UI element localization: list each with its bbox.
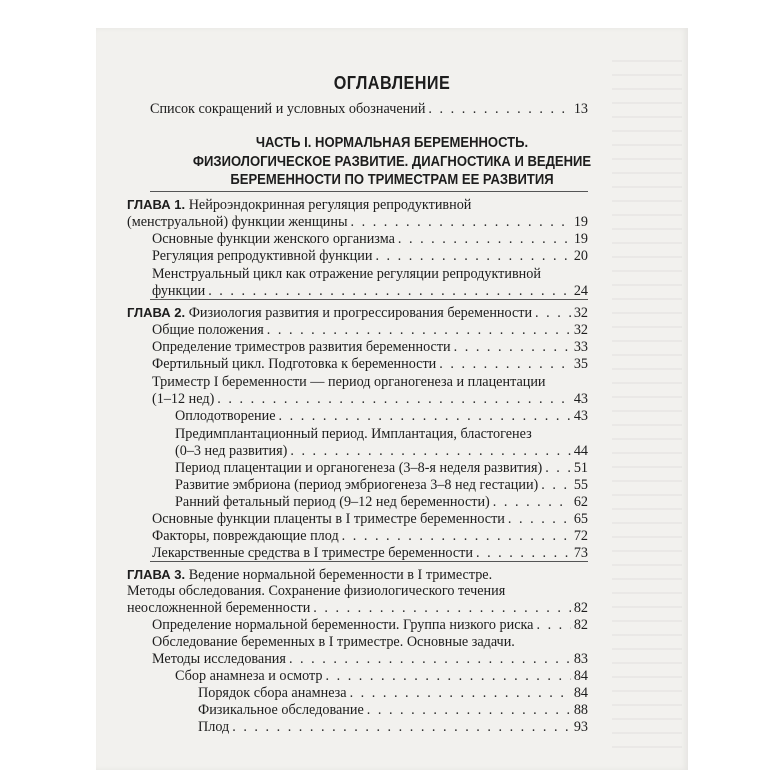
toc-entry: Факторы, повреждающие плод . . . 72: [152, 528, 588, 545]
toc-entry: Обследование беременных в I триместре. Основные задачи.: [152, 634, 515, 650]
page-number: 43: [573, 408, 588, 424]
dot-leader: [367, 702, 571, 719]
page-number: 35: [573, 356, 588, 372]
toc-entry: Лекарственные средства в I триместре беременности . . . 73: [152, 545, 588, 562]
toc-entry: Фертильный цикл. Подготовка к беременности . . . 35: [152, 356, 588, 373]
page-number: 44: [573, 443, 588, 459]
toc-entry: Определение нормальной беременности. Группа низкого риска . . . 82: [152, 617, 588, 634]
page-number: 33: [573, 339, 588, 355]
page-number: 20: [573, 248, 588, 264]
chapter1-heading: [127, 196, 471, 214]
dot-leader: [439, 356, 571, 373]
chapter1-title-cont: (менструальной) функции женщины . . . 19: [127, 214, 588, 231]
page-number: 43: [573, 391, 588, 407]
toc-entry: Период плацентации и органогенеза (3–8-я неделя развития) . . . 51: [175, 460, 588, 477]
toc-entry-line1: Предимплантационный период. Имплантация, бластогенез: [175, 426, 532, 442]
page-number: 19: [573, 214, 588, 230]
dot-leader: [290, 443, 570, 460]
chapter-divider: [150, 561, 588, 562]
dot-leader: [454, 339, 571, 356]
page-number: 84: [573, 668, 588, 684]
toc-entry: Порядок сбора анамнеза . . . 84: [198, 685, 588, 702]
toc-entry: Основные функции женского организма . . . 19: [152, 231, 588, 248]
page-number: 82: [573, 600, 588, 616]
page-number: 73: [573, 545, 588, 561]
dot-leader: [217, 391, 571, 408]
toc-entry: (0–3 нед развития) . . . 44: [175, 443, 588, 460]
chapter3-heading: [127, 566, 492, 584]
page-number: 19: [573, 231, 588, 247]
part-heading: ЧАСТЬ I. НОРМАЛЬНАЯ БЕРЕМЕННОСТЬ. ФИЗИОЛОГИЧЕСКОЕ РАЗВИТИЕ. ДИАГНОСТИКА И ВЕДЕНИЕ БЕРЕМЕННОСТИ ПО ТРИМЕСТРАМ ЕЕ РАЗВИТИЯ: [192, 135, 592, 188]
page-number: 24: [573, 283, 588, 299]
toc-entry: (1–12 нед) . . . 43: [152, 391, 588, 408]
chapter-title: Ведение нормальной беременности в I триместре.: [188, 567, 493, 583]
toc-entry-abbreviations: Список сокращений и условных обозначений . . . 13: [150, 101, 588, 118]
page-number: 13: [573, 101, 588, 117]
chapter-label: ГЛАВА 2.: [127, 305, 186, 320]
dot-leader: [508, 511, 571, 528]
toc-entry: Ранний фетальный период (9–12 нед беременности) . . . 62: [175, 494, 588, 511]
toc-entry-line1: Триместр I беременности — период органогенеза и плацентации: [152, 374, 546, 390]
page-number: 83: [573, 651, 588, 667]
toc-entry: Развитие эмбриона (период эмбриогенеза 3–8 нед гестации) . . . 55: [175, 477, 588, 494]
chapter-title: Физиология развития и прогрессирования беременности: [188, 305, 533, 321]
dot-leader: [342, 528, 571, 545]
chapter3-title-cont: неосложненной беременности . . . 82: [127, 600, 588, 617]
dot-leader: [279, 408, 571, 425]
toc-entry: Оплодотворение . . . 43: [175, 408, 588, 425]
page-number: 84: [573, 685, 588, 701]
toc-entry: функции . . . 24: [152, 283, 588, 300]
dot-leader: [476, 545, 571, 562]
dot-leader: [545, 460, 571, 477]
chapter2-heading: [127, 304, 588, 322]
toc-entry: Основные функции плаценты в I триместре беременности . . . 65: [152, 511, 588, 528]
dot-leader: [350, 685, 571, 702]
dot-leader: [351, 214, 571, 231]
page-number: 62: [573, 494, 588, 510]
toc-entry: Общие положения . . . 32: [152, 322, 588, 339]
toc-entry: Плод . . . 93: [198, 719, 588, 736]
dot-leader: [428, 101, 570, 118]
chapter-divider: [150, 299, 588, 300]
chapter3-title-cont: Методы обследования. Сохранение физиологического течения: [127, 583, 506, 599]
page-number: 32: [573, 322, 588, 338]
dot-leader: [493, 494, 571, 511]
dot-leader: [536, 617, 570, 634]
page-number: 88: [573, 702, 588, 718]
dot-leader: [375, 248, 570, 265]
page-number: 55: [573, 477, 588, 493]
toc-title: ОГЛАВЛЕНИЕ: [333, 73, 451, 93]
page-number: 65: [573, 511, 588, 527]
dot-leader: [289, 651, 571, 668]
dot-leader: [535, 305, 571, 322]
dot-leader: [398, 231, 571, 248]
dot-leader: [326, 668, 571, 685]
dot-leader: [267, 322, 571, 339]
dot-leader: [541, 477, 571, 494]
chapter-title: Нейроэндокринная регуляция репродуктивной: [188, 197, 472, 213]
toc-entry: Физикальное обследование . . . 88: [198, 702, 588, 719]
toc-entry: Регуляция репродуктивной функции . . . 20: [152, 248, 588, 265]
toc-entry: Методы исследования . . . 83: [152, 651, 588, 668]
toc-entry: Определение триместров развития беременности . . . 33: [152, 339, 588, 356]
chapter-label: ГЛАВА 3.: [127, 567, 186, 582]
page-number: 82: [573, 617, 588, 633]
page-number: 51: [573, 460, 588, 476]
dot-leader: [208, 283, 571, 300]
page-number: 72: [573, 528, 588, 544]
dot-leader: [313, 600, 571, 617]
toc-entry-line1: Менструальный цикл как отражение регуляции репродуктивной: [152, 266, 541, 282]
chapter-label: ГЛАВА 1.: [127, 197, 186, 212]
page-number: 32: [573, 305, 588, 321]
page-number: 93: [573, 719, 588, 735]
dot-leader: [232, 719, 571, 736]
toc-entry: Сбор анамнеза и осмотр . . . 84: [175, 668, 588, 685]
chapter-divider: [150, 191, 588, 192]
